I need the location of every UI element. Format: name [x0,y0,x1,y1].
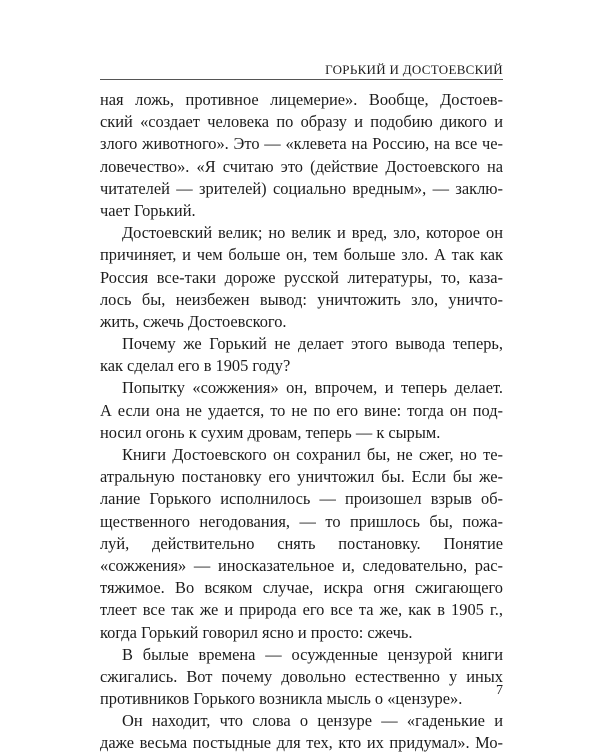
text-line: Россия все-таки дороже русской литературы, то, каза- [100,267,503,287]
text-line: «сожжения» — иносказательное и, следовательно, рас- [100,555,503,575]
text-line: сжигались. Вот почему довольно естественно у иных [100,666,503,686]
text-line: В былые времена — осужденные цензурой книги [122,644,503,664]
text-line: тяжимое. Во всяком случае, искра огня сжигающего [100,578,503,598]
header-rule [100,79,503,80]
text-line: чает Горький. [100,200,196,220]
text-line: даже весьма постыдные для тех, кто их придумал». Мо- [100,733,503,753]
text-line: злого животного». Это — «клевета на Россию, на все че- [100,134,503,154]
text-line: лось бы, неизбежен вывод: уничтожить зло, уничто- [100,289,503,309]
text-line: противников Горького возникла мысль о «цензуре». [100,689,463,709]
text-line: Книги Достоевского он сохранил бы, не сжег, но те- [122,445,503,464]
text-line: тлеет все так же и природа его все та же, как в 1905 г., [100,600,503,620]
text-line: Попытку «сожжения» он, впрочем, и теперь делает. [122,378,503,398]
text-line: А если она не удается, то не по его вине: тогда он под- [100,400,503,420]
text-line: носил огонь к сухим дровам, теперь — к сырым. [100,422,441,442]
text-line: как сделал его в 1905 году? [100,356,291,376]
text-line: Почему же Горький не делает этого вывода теперь, [122,334,503,354]
running-head: ГОРЬКИЙ И ДОСТОЕВСКИЙ [325,62,503,77]
text-line: лание Горького исполнилось — произошел взрыв об- [100,489,503,509]
text-line: ловечество». «Я считаю это (действие Достоевского на [100,156,503,176]
text-line: луй, действительно снять постановку. Понятие [100,533,503,553]
text-line: когда Горький говорил ясно и просто: сжечь. [100,622,413,642]
text-line: причиняет, и чем больше он, тем больше зло. А так как [100,245,503,265]
text-line: Достоевский велик; но велик и вред, зло, которое он [122,223,503,243]
text-line: читателей — зрителей) социально вредным», — заклю- [100,178,503,198]
text-line: ная ложь, противное лицемерие». Вообще, Достоев- [100,90,503,109]
text-line: ский «создает человека по образу и подобию дикого и [100,112,503,132]
page-number: 7 [496,683,503,698]
text-line: Он находит, что слова о цензуре — «гаденькие и [122,711,503,731]
text-line: жить, сжечь Достоевского. [100,311,287,331]
body-text [100,89,503,755]
text-line: щественного негодования, — то пришлось бы, пожа- [100,511,503,531]
text-line: атральную постановку его уничтожил бы. Если бы же- [100,467,503,487]
